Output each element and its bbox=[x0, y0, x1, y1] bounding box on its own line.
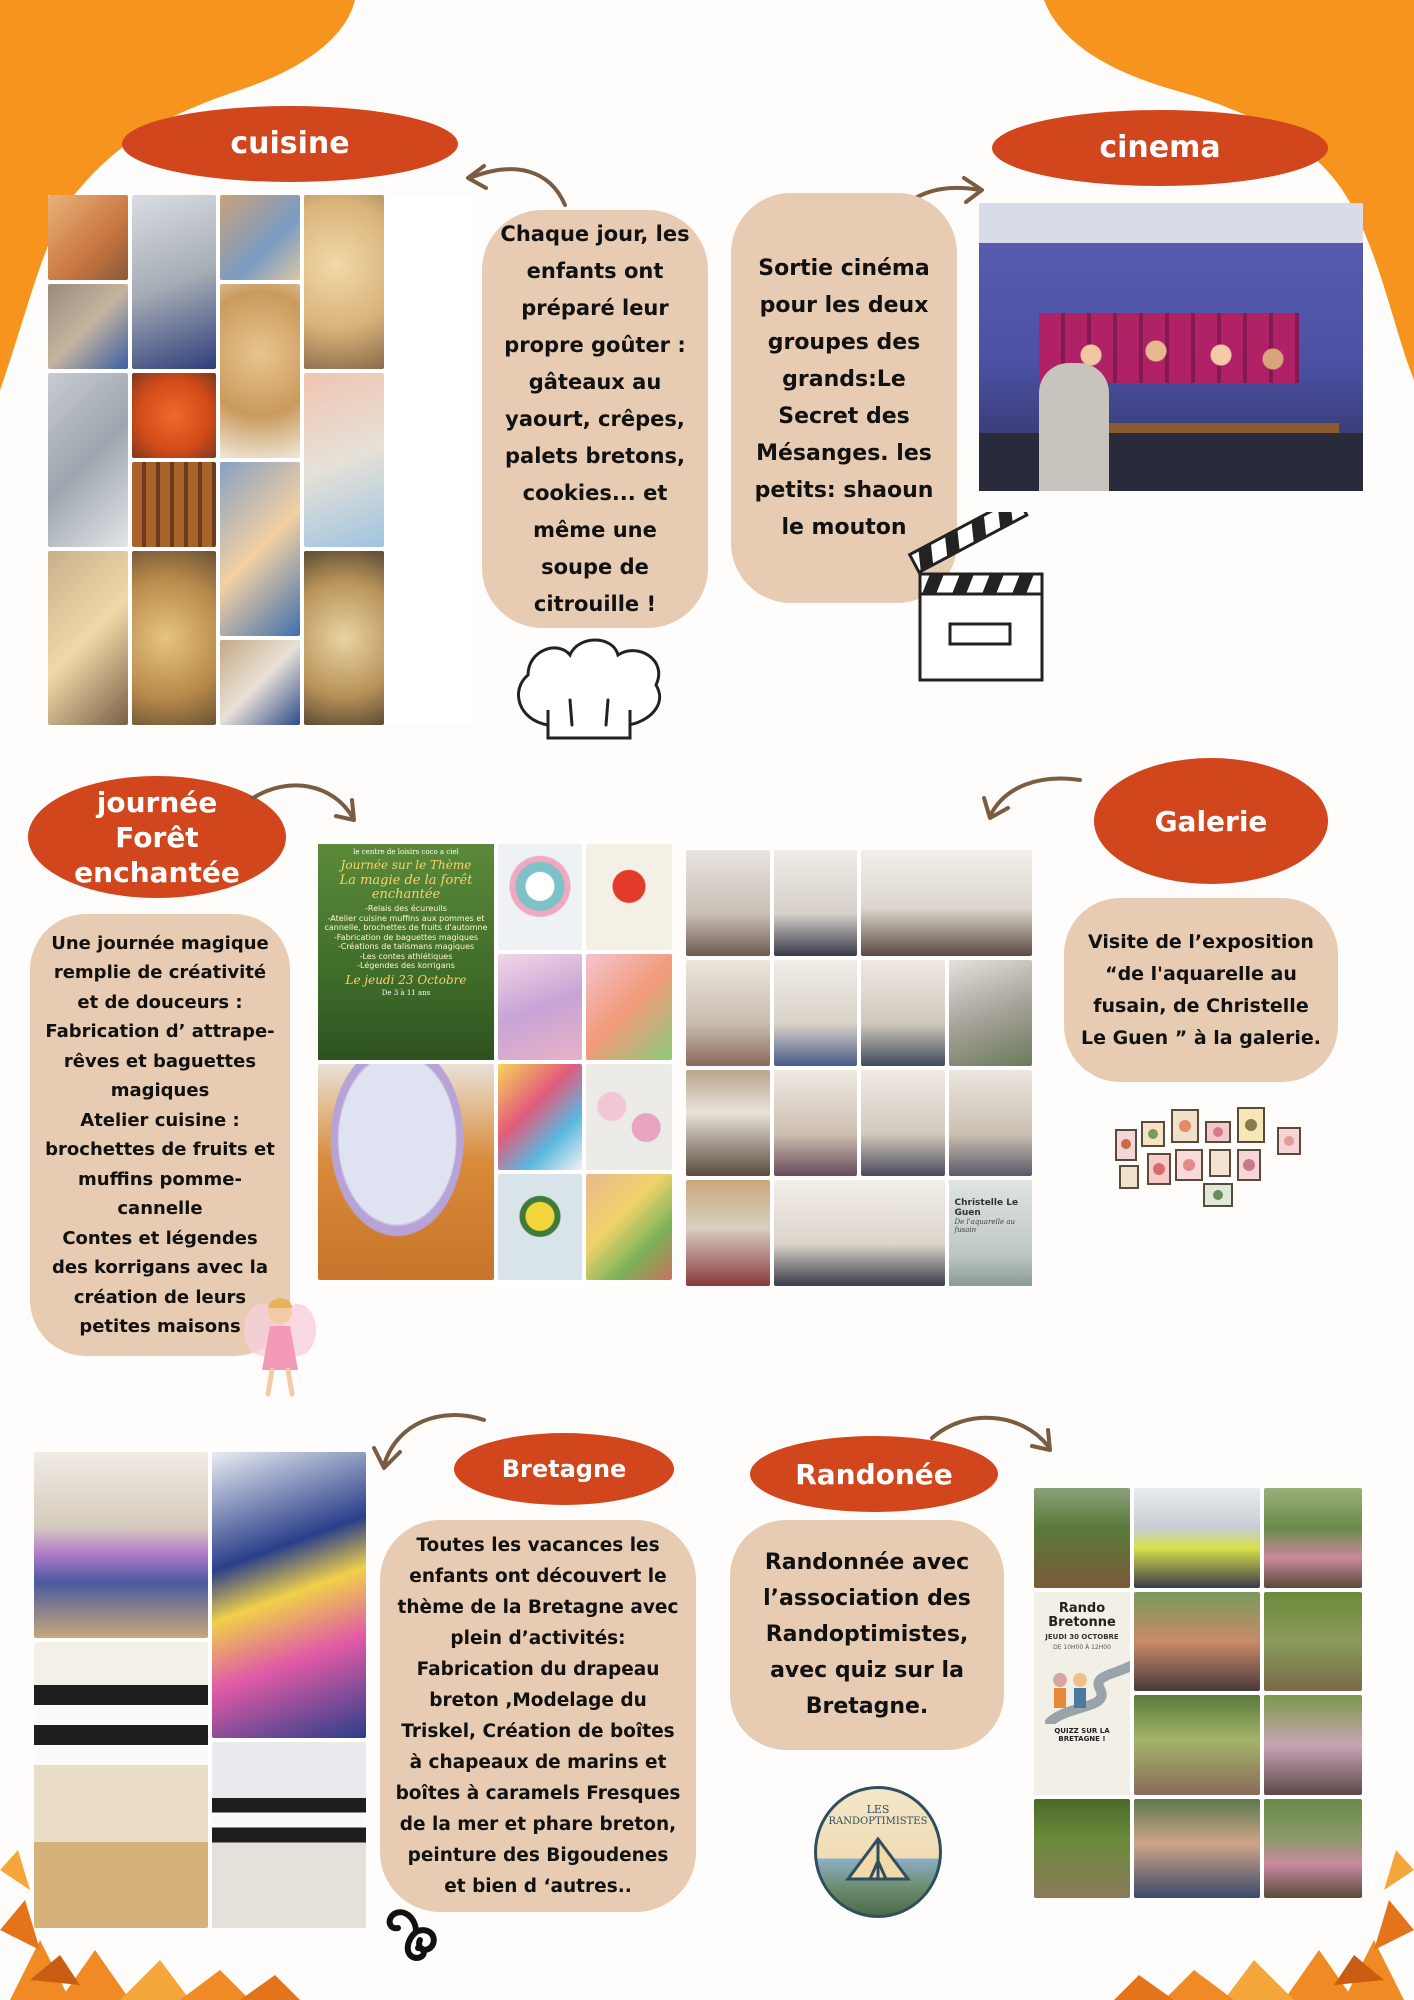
photo bbox=[774, 1180, 945, 1286]
poster-time: DE 10H00 À 12H00 bbox=[1053, 1643, 1111, 1651]
arrow-icon bbox=[980, 774, 1085, 824]
bretagne-photo-collage bbox=[34, 1452, 366, 1924]
poster-footer: QUIZZ SUR LA BRETAGNE ! bbox=[1054, 1726, 1110, 1743]
cuisine-description: Chaque jour, les enfants ont préparé leur propre goûter : gâteaux au yaourt, crêpes, palets bretons, cookies... et même une soupe de citrouille ! bbox=[482, 210, 708, 628]
cinema-description: Sortie cinéma pour les deux groupes des grands:Le Secret des Mésanges. les petits: shaoun le mouton bbox=[731, 193, 957, 603]
photo bbox=[48, 373, 128, 547]
foret-photo-collage bbox=[318, 844, 672, 1286]
poster-subtitle: De l'aquarelle au fusain bbox=[954, 1218, 1015, 1234]
photo bbox=[304, 551, 384, 725]
tent-icon bbox=[838, 1833, 918, 1883]
photo bbox=[686, 1180, 770, 1286]
photo bbox=[949, 960, 1033, 1066]
arrow-icon bbox=[248, 778, 363, 828]
photo bbox=[498, 1064, 582, 1170]
poster-date: Le jeudi 23 Octobre bbox=[345, 972, 467, 987]
foret-poster bbox=[318, 844, 494, 1060]
photo bbox=[304, 195, 384, 369]
photo bbox=[686, 850, 770, 956]
galerie-photo-collage bbox=[686, 850, 1032, 1286]
galerie-poster bbox=[949, 1180, 1033, 1286]
photo bbox=[861, 960, 945, 1066]
photo bbox=[132, 373, 216, 458]
photo bbox=[220, 195, 300, 280]
bretagne-description: Toutes les vacances les enfants ont découvert le thème de la Bretagne avec plein d’activités: Fabrication du drapeau breton ,Modelage du Triskel, Création de boîtes à chapeaux de marins et boîtes à caramels Fresques de la mer et phare breton, peinture des Bigoudenes et bien d ‘autres.. bbox=[380, 1520, 696, 1912]
photo bbox=[498, 844, 582, 950]
foret-title: journée Forêt enchantée bbox=[28, 776, 286, 898]
photo bbox=[34, 1642, 208, 1928]
clapperboard-icon bbox=[898, 512, 1058, 687]
photo bbox=[686, 960, 770, 1066]
cuisine-title: cuisine bbox=[122, 106, 458, 182]
poster-title: La magie de la forêt enchantée bbox=[339, 873, 473, 902]
photo bbox=[586, 1064, 672, 1170]
photo bbox=[212, 1452, 366, 1738]
photo bbox=[220, 462, 300, 636]
poster-items: -Relais des écureuils -Atelier cuisine muffins aux pommes et cannelle, brochettes de fruits d'automne -Fabrication de baguettes magiques -Créations de talismans magiques -Les contes athlétiques -Légendes des korrigans bbox=[324, 904, 488, 970]
logo-line2: RANDOPTIMISTES bbox=[828, 1816, 928, 1827]
poster-title: Rando Bretonne bbox=[1048, 1600, 1116, 1630]
poster-theme: Journée sur le Thème bbox=[340, 858, 472, 872]
randonnee-description: Randonnée avec l’association des Randoptimistes, avec quiz sur la Bretagne. bbox=[730, 1520, 1004, 1750]
bretagne-title: Bretagne bbox=[454, 1433, 674, 1505]
photo bbox=[498, 1174, 582, 1280]
randonnee-title: Randonée bbox=[750, 1436, 998, 1512]
photo bbox=[1264, 1592, 1362, 1692]
photo bbox=[686, 1070, 770, 1176]
arrow-icon bbox=[372, 1410, 490, 1472]
photo bbox=[48, 551, 128, 725]
galerie-title: Galerie bbox=[1094, 758, 1328, 884]
cuisine-photo-collage bbox=[48, 195, 472, 725]
randonnee-photo-collage bbox=[1034, 1488, 1362, 1898]
photo bbox=[132, 195, 216, 369]
photo bbox=[1034, 1799, 1130, 1899]
galerie-description: Visite de l’exposition “de l'aquarelle au fusain, de Christelle Le Guen ” à la galerie. bbox=[1064, 898, 1338, 1082]
chef-hat-icon bbox=[508, 630, 670, 740]
photo bbox=[586, 1174, 672, 1280]
photo bbox=[34, 1452, 208, 1638]
photo bbox=[132, 462, 216, 547]
trail-illustration bbox=[1040, 1654, 1130, 1724]
foret-description: Une journée magique remplie de créativité et de douceurs : Fabrication d’ attrape-rêves et baguettes magiques Atelier cuisine : brochettes de fruits et muffins pomme-cannelle Contes et légendes des korrigans avec la création de leurs petites maisons bbox=[30, 914, 290, 1356]
arrow-icon bbox=[460, 150, 570, 210]
photo bbox=[304, 373, 384, 547]
cinema-title: cinema bbox=[992, 110, 1328, 186]
gallery-frames-icon bbox=[1112, 1104, 1308, 1212]
photo bbox=[861, 1070, 945, 1176]
photo bbox=[586, 844, 672, 950]
randonnee-poster bbox=[1034, 1592, 1130, 1795]
fairy-icon bbox=[240, 1290, 320, 1400]
logo-line1: LES bbox=[866, 1803, 890, 1816]
photo bbox=[1134, 1488, 1260, 1588]
photo bbox=[498, 954, 582, 1060]
photo bbox=[1034, 1488, 1130, 1588]
photo bbox=[1134, 1799, 1260, 1899]
photo bbox=[318, 1064, 494, 1280]
poster-title: Christelle Le Guen bbox=[954, 1198, 1019, 1218]
photo bbox=[774, 850, 858, 956]
photo bbox=[48, 284, 128, 369]
photo bbox=[1134, 1695, 1260, 1795]
poster-ages: De 3 à 11 ans bbox=[381, 988, 431, 997]
photo bbox=[212, 1742, 366, 1928]
photo bbox=[774, 1070, 858, 1176]
photo bbox=[1134, 1592, 1260, 1692]
photo bbox=[220, 284, 300, 458]
triskel-icon bbox=[376, 1898, 456, 1966]
photo bbox=[48, 195, 128, 280]
photo bbox=[132, 551, 216, 725]
randoptimistes-logo bbox=[814, 1786, 942, 1918]
photo bbox=[861, 850, 1032, 956]
photo bbox=[1264, 1695, 1362, 1795]
photo bbox=[1264, 1488, 1362, 1588]
poster-date: JEUDI 30 OCTOBRE bbox=[1045, 1632, 1119, 1641]
cinema-photo bbox=[979, 203, 1363, 491]
poster-header: le centre de loisirs coco a ciel bbox=[353, 848, 459, 856]
photo bbox=[1264, 1799, 1362, 1899]
photo bbox=[949, 1070, 1033, 1176]
photo bbox=[586, 954, 672, 1060]
arrow-icon bbox=[926, 1408, 1058, 1456]
photo bbox=[774, 960, 858, 1066]
photo bbox=[220, 640, 300, 725]
